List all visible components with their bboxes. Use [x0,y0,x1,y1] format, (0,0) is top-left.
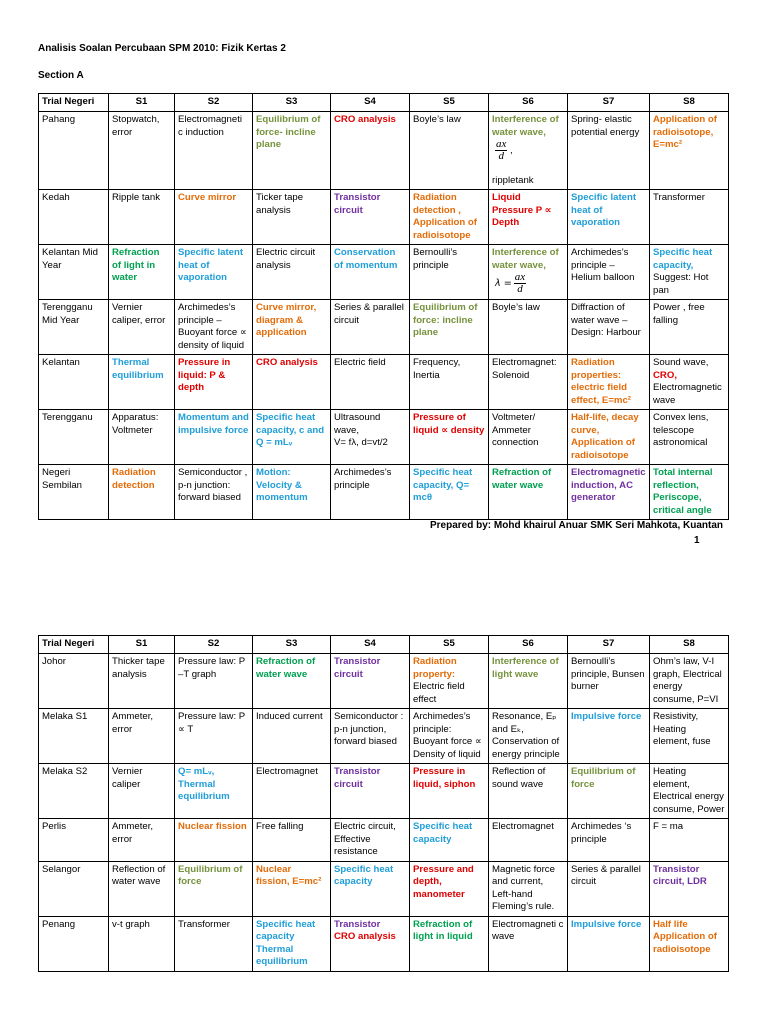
table-header-row [39,94,729,112]
table-cell-s6 [489,764,568,819]
cell-text: Series & parallel circuit [571,863,641,887]
cell-text: Boyle’s law [492,302,540,313]
cell-text: Boyle’s law [413,114,461,125]
table-cell-s8 [650,465,729,520]
header-s2: S2 [175,636,253,654]
table-cell-s4 [331,861,410,916]
cell-text: Specific heat capacity Thermal equilibrium [256,918,316,967]
cell-text: Archimedes’s principle – Helium balloon [571,247,635,283]
cell-text: Curve mirror, diagram & application [256,302,317,338]
table-cell-s2 [175,654,253,709]
cell-text: Series & parallel circuit [334,302,404,326]
table-body [39,654,729,972]
table-cell-s1 [109,300,175,355]
table-cell-s5 [410,916,489,971]
table-cell-s1 [109,654,175,709]
cell-text: Specific heat capacity, Q= mcθ [413,467,473,503]
header-s8: S8 [650,636,729,654]
cell-text: F = ma [653,821,684,832]
prepared-by: Prepared by: Mohd khairul Anuar SMK Seri Mahkota, Kuantan [430,520,724,531]
cell-text: Spring- elastic potential energy [571,114,640,138]
table-cell-s7 [568,410,650,465]
cell-text: Power , free falling [653,302,705,326]
table-cell-s8 [650,654,729,709]
table-cell-s2 [175,355,253,410]
table-cell-s4 [331,654,410,709]
table-cell-s5 [410,819,489,862]
cell-text: Pressure law: P –T graph [178,656,246,680]
cell-text: Interference of light wave [492,656,559,680]
table-cell-s6 [489,410,568,465]
cell-text: Archimedes ‘s principle [571,821,632,845]
cell-text: Impulsive force [571,711,642,722]
trial-table-1 [38,93,729,520]
table-cell-s7 [568,916,650,971]
table-header-row [39,636,729,654]
cell-text: Free falling [256,821,304,832]
table-cell-s3 [253,916,331,971]
table-cell-s8 [650,410,729,465]
table-cell-s5 [410,410,489,465]
table-cell-s7 [568,112,650,190]
table-cell-s2 [175,916,253,971]
cell-text: Momentum and impulsive force [178,412,249,436]
table-cell-s7 [568,300,650,355]
fraction-numerator: ax [514,271,526,283]
table-cell-s4 [331,410,410,465]
table-cell-s7 [568,861,650,916]
table-cell-s2 [175,190,253,245]
table-row [39,819,729,862]
table-cell-s4 [331,300,410,355]
cell-text: Vernier caliper [112,766,143,790]
cell-text: Ticker tape analysis [256,192,304,216]
cell-text: Curve mirror [178,192,237,203]
state-name: Pahang [39,112,109,190]
header-s2: S2 [175,94,253,112]
table-cell-s8 [650,355,729,410]
table-cell-s3 [253,245,331,300]
state-name: Penang [39,916,109,971]
table-row [39,410,729,465]
cell-text: Motion: Velocity & momentum [256,467,308,503]
table-cell-s4 [331,245,410,300]
table-cell-s6 [489,112,568,190]
table-cell-s3 [253,190,331,245]
cell-text: Half-life, decay curve, Application of radioisotope [571,412,639,461]
table-cell-s3 [253,410,331,465]
cell-text: Archimedes’s principle [334,467,392,491]
table-cell-s6 [489,190,568,245]
cell-text: Heating element, Electrical energy consume, Power [653,766,725,815]
cell-text: CRO analysis [256,357,318,368]
header-s5: S5 [410,94,489,112]
table-cell-s1 [109,245,175,300]
cell-text-tail: Suggest: Hot pan [653,272,709,296]
cell-text: Ohm’s law, V-I graph, Electrical energy consume, P=VI [653,656,722,705]
section-title: Section A [38,70,84,81]
cell-text: Semiconductor : p-n junction, forward biased [334,711,404,747]
table-cell-s3 [253,300,331,355]
cell-text: Frequency, Inertia [413,357,461,381]
cell-text: Pressure in liquid: P & depth [178,357,231,393]
table-cell-s6 [489,861,568,916]
table-cell-s6 [489,916,568,971]
table-cell-s3 [253,112,331,190]
cell-text: Apparatus: Voltmeter [112,412,159,436]
state-name: Johor [39,654,109,709]
header-trial-negeri: Trial Negeri [39,636,109,654]
table-cell-s7 [568,764,650,819]
page-title: Analisis Soalan Percubaan SPM 2010: Fizik Kertas 2 [38,43,286,54]
cell-text: Specific latent heat of vaporation [178,247,244,283]
state-name: Terengganu [39,410,109,465]
cell-text: Transistor circuit [334,192,381,216]
table-cell-s3 [253,654,331,709]
cell-text: Pressure and depth, manometer [413,863,474,900]
table-cell-s1 [109,112,175,190]
table-cell-s8 [650,916,729,971]
fraction-denominator: d [517,283,523,295]
cell-text: Ultrasound wave, [334,412,381,436]
table-cell-s3 [253,709,331,764]
fraction-denominator: d [498,150,504,162]
cell-text: Magnetic force and current, Left-hand Fleming’s rule. [492,863,555,912]
table-cell-s5 [410,465,489,520]
table-cell-s5 [410,654,489,709]
cell-text: Archimedes’s principle – Buoyant force ∝ density of liquid [178,302,247,351]
table-row [39,355,729,410]
lambda-symbol: λ = [495,278,512,290]
cell-text: Q= mLᵥ, Thermal equilibrium [178,766,230,802]
fraction [495,139,507,162]
table-cell-s6 [489,819,568,862]
header-s7: S7 [568,94,650,112]
cell-text: Conservation of momentum [334,247,398,271]
cell-text: Specific latent heat of vaporation [571,192,637,228]
cell-text: Electromagnet [256,766,318,777]
table-cell-s4 [331,190,410,245]
cell-text-tail: Electric field effect [413,681,465,705]
header-s5: S5 [410,636,489,654]
table-cell-s1 [109,190,175,245]
cell-text: Ammeter, error [112,711,154,735]
cell-text: Specific heat capacity, c and Q = mLᵥ [256,412,325,448]
cell-text: Ripple tank [112,192,160,203]
table-cell-s4 [331,465,410,520]
table-cell-s2 [175,861,253,916]
table-row [39,300,729,355]
cell-text: Electromagnet [492,821,554,832]
table-cell-s4 [331,916,410,971]
header-s1: S1 [109,636,175,654]
table-cell-s8 [650,112,729,190]
table-row [39,465,729,520]
cell-text: Radiation detection [112,467,156,491]
table-cell-s5 [410,190,489,245]
table-cell-s8 [650,300,729,355]
cell-text: Interference of water wave, [492,247,559,271]
table-row [39,861,729,916]
state-name: Perlis [39,819,109,862]
table-cell-s3 [253,465,331,520]
table-cell-s4 [331,709,410,764]
table-cell-s8 [650,819,729,862]
table-row [39,112,729,190]
cell-text: Refraction of light in liquid [413,918,473,942]
table-cell-s2 [175,112,253,190]
cell-text: Nuclear fission [178,821,247,832]
table-cell-s2 [175,245,253,300]
table-cell-s1 [109,861,175,916]
cell-text: Reflection of water wave [112,863,166,887]
table-cell-s3 [253,764,331,819]
fraction [514,272,526,295]
cell-text: Pressure law: P ∝ T [178,711,246,735]
table-cell-s6 [489,245,568,300]
table-cell-s1 [109,355,175,410]
table-cell-s5 [410,861,489,916]
cell-text: Liquid Pressure P ∝ Depth [492,192,552,228]
cell-text: CRO analysis [334,114,396,125]
cell-text: Transformer [653,192,705,203]
table-cell-s1 [109,819,175,862]
cell-text: Thicker tape analysis [112,656,165,680]
table-cell-s2 [175,410,253,465]
table-cell-s7 [568,654,650,709]
table-cell-s5 [410,112,489,190]
cell-text: Induced current [256,711,323,722]
table-cell-s5 [410,300,489,355]
cell-text-tail: rippletank [492,174,534,186]
table-cell-s7 [568,819,650,862]
table-cell-s4 [331,112,410,190]
table-cell-s2 [175,764,253,819]
cell-text: Application of radioisotope, E=mc² [653,114,717,150]
cell-text: Equilibrium of force [571,766,636,790]
cell-text: Impulsive force [571,918,642,930]
cell-text: Stopwatch, error [112,114,160,138]
cell-text: Refraction of water wave [492,467,552,491]
cell-text: Electromagnet: Solenoid [492,357,557,381]
cell-text: Reflection of sound wave [492,766,546,790]
cell-text: Diffraction of water wave – Design: Harbour [571,302,641,338]
table-cell-s1 [109,465,175,520]
header-s3: S3 [253,636,331,654]
cell-text-extra: Electromagnetic wave [653,382,722,406]
table-cell-s7 [568,190,650,245]
cell-text: Electric circuit analysis [256,247,316,271]
trial-table-2 [38,635,729,972]
state-name: Negeri Sembilan [39,465,109,520]
table-cell-s4 [331,819,410,862]
table-cell-s1 [109,709,175,764]
table-cell-s5 [410,245,489,300]
cell-text: Transformer [178,918,230,930]
cell-text: Resistivity, Heating element, fuse [653,711,711,747]
cell-text: Sound wave, [653,357,709,368]
table-cell-s5 [410,355,489,410]
cell-text: Pressure of liquid ∝ density [413,412,485,436]
cell-text: Bernoulli’s principle [413,247,458,271]
cell-text: v-t graph [112,918,150,930]
header-s4: S4 [331,636,410,654]
state-name: Melaka S1 [39,709,109,764]
cell-text: Radiation property: [413,656,457,680]
table-cell-s3 [253,819,331,862]
cell-text: Electric circuit, Effective resistance [334,821,396,857]
cell-text: Ammeter, error [112,821,154,845]
fraction-equation: $\frac{ax}{d}$ , [496,138,513,162]
table-cell-s7 [568,465,650,520]
cell-text: Electric field [334,357,386,368]
cell-text-extra: CRO analysis [334,931,396,942]
cell-text: Refraction of water wave [256,656,316,680]
cell-text-extra: CRO, [653,369,677,381]
cell-text: Bernoulli’s principle, Bunsen burner [571,656,645,692]
table-cell-s2 [175,465,253,520]
cell-text: Interference of water wave, [492,114,559,138]
state-name: Kelantan Mid Year [39,245,109,300]
cell-text: Equilibrium of force- incline plane [256,114,321,150]
cell-text: Pressure in liquid, siphon [413,766,476,790]
cell-text: Radiation detection , Application of radioisotope [413,192,477,241]
table-cell-s6 [489,300,568,355]
cell-text: Voltmeter/ Ammeter connection [492,412,539,448]
header-s3: S3 [253,94,331,112]
table-cell-s8 [650,764,729,819]
table-row [39,190,729,245]
cell-text: Equilibrium of force: incline plane [413,302,478,338]
cell-text: Electromagnetic induction, AC generator [571,467,646,503]
cell-text: Transistor [334,918,381,930]
cell-text: Electromagneti c wave [492,918,564,942]
cell-text: Electromagneti c induction [178,114,242,138]
table-row [39,709,729,764]
cell-text: Nuclear fission, E=mc² [256,863,322,887]
cell-text: Resonance, Eₚ and Eₖ, Conservation of energy principle [492,711,560,760]
table-cell-s8 [650,245,729,300]
state-name: Kedah [39,190,109,245]
cell-text: Half life Application of radioisotope [653,918,717,955]
table-cell-s8 [650,190,729,245]
cell-text: Semiconductor , p-n junction: forward biased [178,467,248,503]
table-cell-s6 [489,709,568,764]
table-cell-s8 [650,709,729,764]
table-cell-s6 [489,355,568,410]
table-cell-s2 [175,300,253,355]
state-name: Terengganu Mid Year [39,300,109,355]
fraction-equation [495,272,564,295]
header-s1: S1 [109,94,175,112]
table-cell-s5 [410,709,489,764]
table-cell-s5 [410,764,489,819]
header-s8: S8 [650,94,729,112]
table-cell-s7 [568,245,650,300]
table-cell-s3 [253,355,331,410]
table-cell-s1 [109,764,175,819]
header-trial-negeri: Trial Negeri [39,94,109,112]
table-cell-s1 [109,410,175,465]
table-row [39,916,729,971]
cell-text: Equilibrium of force [178,863,243,887]
cell-text: Specific heat capacity [334,863,394,887]
header-s6: S6 [489,636,568,654]
cell-text: Thermal equilibrium [112,357,164,381]
table-cell-s1 [109,916,175,971]
table-cell-s2 [175,709,253,764]
cell-text: Specific heat capacity [413,821,473,845]
table-cell-s3 [253,861,331,916]
cell-text: Transistor circuit, LDR [653,863,707,887]
cell-text: Convex lens, telescope astronomical [653,412,709,448]
table-cell-s4 [331,764,410,819]
table-cell-s6 [489,465,568,520]
cell-text: Transistor circuit [334,766,381,790]
table-row [39,245,729,300]
state-name: Melaka S2 [39,764,109,819]
table-cell-s7 [568,709,650,764]
header-s7: S7 [568,636,650,654]
table-row [39,654,729,709]
table-cell-s4 [331,355,410,410]
table-cell-s2 [175,819,253,862]
cell-text: Specific heat capacity, [653,247,713,271]
table-cell-s8 [650,861,729,916]
table-row [39,764,729,819]
cell-text: Total internal reflection, Periscope, critical angle [653,467,713,516]
state-name: Kelantan [39,355,109,410]
cell-text: Refraction of light in water [112,247,160,283]
cell-text: Transistor circuit [334,656,381,680]
cell-text-tail: V= fλ, d=vt/2 [334,437,388,448]
fraction-numerator: ax [496,138,507,150]
table-cell-s6 [489,654,568,709]
table-body [39,112,729,520]
cell-text: Vernier caliper, error [112,302,166,326]
header-s4: S4 [331,94,410,112]
page-number: 1 [694,535,700,546]
state-name: Selangor [39,861,109,916]
table-cell-s7 [568,355,650,410]
cell-text: Radiation properties: electric field effect, E=mc² [571,357,631,406]
cell-text: Archimedes’s principle: Buoyant force ∝ Density of liquid [413,711,482,760]
header-s6: S6 [489,94,568,112]
